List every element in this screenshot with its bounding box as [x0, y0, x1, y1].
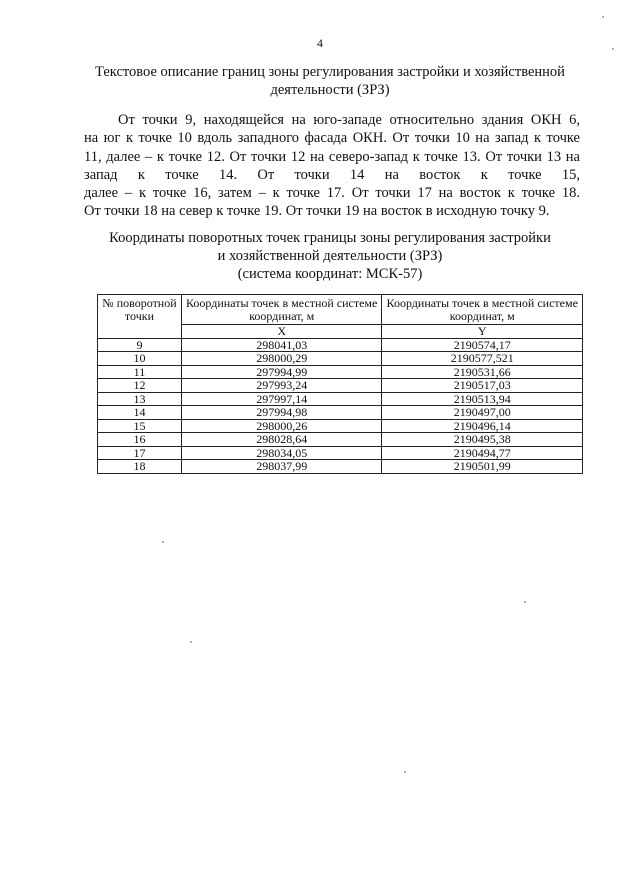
coordinates-system-label: (система координат: МСК-57) [237, 266, 423, 282]
cell-point: 11 [98, 365, 182, 379]
page-title: Текстовое описание границ зоны регулирования застройки и хозяйственной деятельности (ЗРЗ) [95, 64, 565, 98]
coordinates-title [60, 229, 600, 283]
cell-y: 2190501,99 [382, 460, 583, 474]
cell-y: 2190494,77 [382, 446, 583, 460]
header-point-number: № поворотной точки [98, 295, 182, 339]
cell-y: 2190497,00 [382, 406, 583, 420]
coordinates-table [97, 294, 583, 474]
table-row [98, 460, 583, 474]
header-x-coordinates: Координаты точек в местной системе координат, м [181, 295, 382, 325]
description-line: далее – к точке 16, затем – к точке 17. От точки 17 на восток к точке 18. [84, 185, 580, 202]
cell-y: 2190517,03 [382, 379, 583, 393]
cell-x: 298034,05 [181, 446, 382, 460]
cell-point: 18 [98, 460, 182, 474]
scan-speck [190, 641, 192, 643]
description-line: От точки 18 на север к точке 19. От точки 19 на восток в исходную точку 9. [84, 203, 550, 220]
cell-y: 2190574,17 [382, 338, 583, 352]
description-line: на юг к точке 10 вдоль западного фасада ОКН. От точки 10 на запад к точке [84, 130, 580, 147]
cell-y: 2190577,521 [382, 352, 583, 366]
cell-x: 297994,98 [181, 406, 382, 420]
cell-y: 2190496,14 [382, 419, 583, 433]
header-y-coordinates: Координаты точек в местной системе координат, м [382, 295, 583, 325]
cell-x: 298000,29 [181, 352, 382, 366]
cell-point: 13 [98, 392, 182, 406]
cell-point: 10 [98, 352, 182, 366]
cell-point: 14 [98, 406, 182, 420]
table-row [98, 406, 583, 420]
table-row [98, 352, 583, 366]
coordinates-title-line: Координаты поворотных точек границы зоны регулирования застройки [109, 230, 551, 246]
cell-point: 17 [98, 446, 182, 460]
axis-y-label: Y [382, 325, 583, 339]
axis-x-label: X [181, 325, 382, 339]
cell-point: 12 [98, 379, 182, 393]
table-row [98, 365, 583, 379]
cell-x: 297993,24 [181, 379, 382, 393]
cell-point: 15 [98, 419, 182, 433]
cell-x: 298000,26 [181, 419, 382, 433]
scan-speck [162, 541, 164, 543]
table-row [98, 379, 583, 393]
cell-point: 9 [98, 338, 182, 352]
cell-x: 298041,03 [181, 338, 382, 352]
cell-point: 16 [98, 433, 182, 447]
scan-speck [612, 48, 614, 50]
cell-x: 298028,64 [181, 433, 382, 447]
cell-y: 2190531,66 [382, 365, 583, 379]
table-row [98, 419, 583, 433]
boundary-description [84, 111, 580, 221]
description-line: запад к точке 14. От точки 14 на восток к точке 15, [84, 166, 580, 183]
description-line: От точки 9, находящейся на юго-западе относительно здания ОКН 6, [118, 112, 580, 128]
cell-y: 2190513,94 [382, 392, 583, 406]
scan-speck [602, 16, 604, 18]
table-row [98, 433, 583, 447]
table-row [98, 338, 583, 352]
table-header-row [98, 295, 583, 325]
cell-y: 2190495,38 [382, 433, 583, 447]
scan-speck [404, 771, 406, 773]
cell-x: 297997,14 [181, 392, 382, 406]
cell-x: 297994,99 [181, 365, 382, 379]
cell-x: 298037,99 [181, 460, 382, 474]
scan-speck [524, 601, 526, 603]
description-line: 11, далее – к точке 12. От точки 12 на северо-запад к точке 13. От точки 13 на [84, 148, 580, 165]
coordinates-title-line: и хозяйственной деятельности (ЗРЗ) [217, 248, 443, 264]
table-row [98, 392, 583, 406]
page-number: 4 [317, 36, 323, 50]
table-row [98, 446, 583, 460]
